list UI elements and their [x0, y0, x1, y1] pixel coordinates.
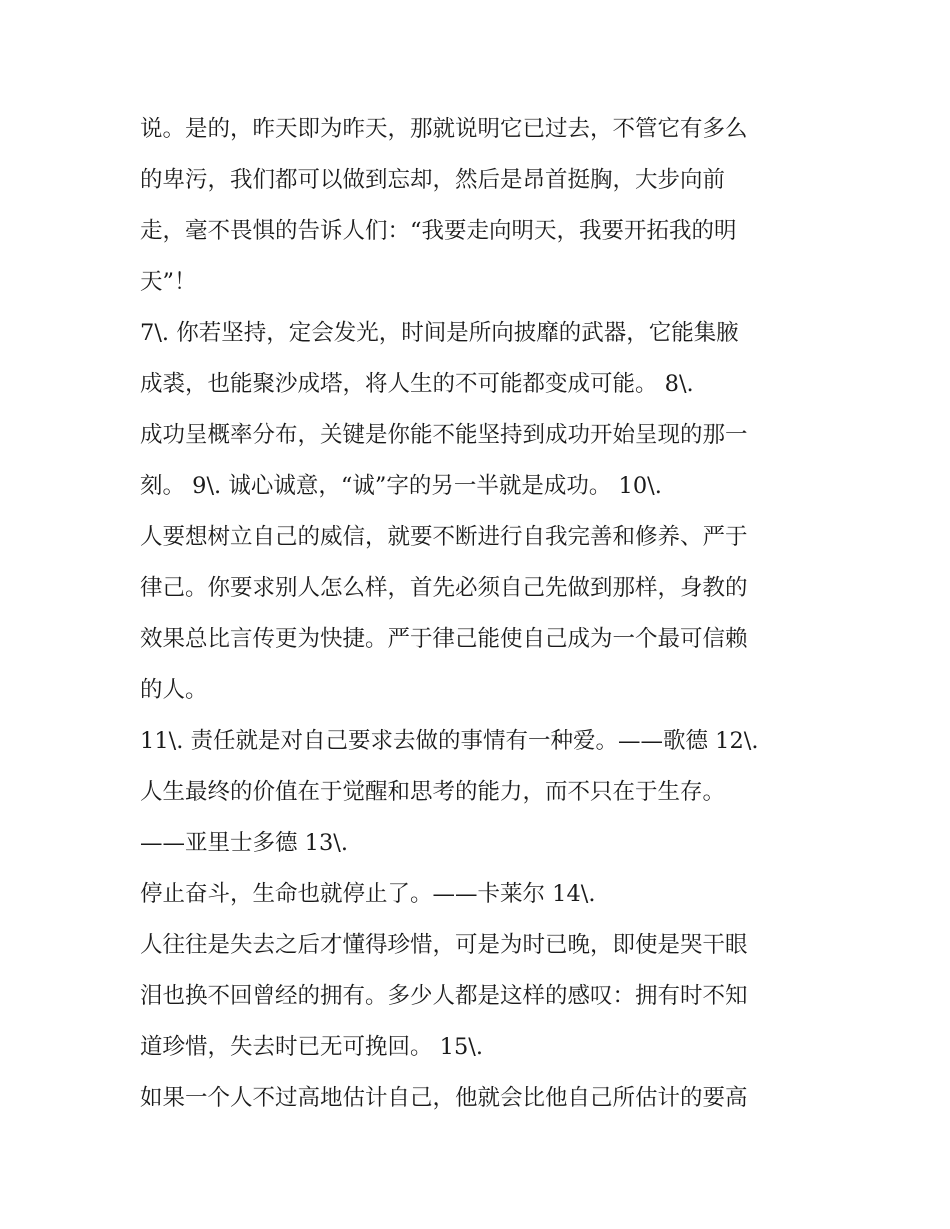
- text-line: 的卑污，我们都可以做到忘却，然后是昂首挺胸，大步向前: [140, 167, 726, 193]
- text-line: 律己。你要求别人怎么样，首先必须自己先做到那样，身教的: [140, 575, 748, 601]
- text-line: 走，毫不畏惧的告诉人们：“我要走向明天，我要开拓我的明: [140, 218, 737, 244]
- text-line: 人要想树立自己的威信，就要不断进行自我完善和修养、严于: [140, 524, 748, 550]
- text-line: 人生最终的价值在于觉醒和思考的能力，而不只在于生存。: [140, 779, 726, 805]
- text-line: 成功呈概率分布，关键是你能不能坚持到成功开始呈现的那一: [140, 422, 748, 448]
- text-line: 道珍惜，失去时已无可挽回。 15\.: [140, 1034, 484, 1060]
- text-line: 如果一个人不过高地估计自己，他就会比他自己所估计的要高: [140, 1085, 748, 1111]
- text-line: 泪也换不回曾经的拥有。多少人都是这样的感叹：拥有时不知: [140, 983, 748, 1009]
- text-line: 效果总比言传更为快捷。严于律己能使自己成为一个最可信赖: [140, 626, 748, 652]
- text-line: 7\. 你若坚持，定会发光，时间是所向披靡的武器，它能集腋: [140, 320, 739, 346]
- text-line: ——亚里士多德 13\.: [140, 830, 349, 856]
- text-line: 停止奋斗，生命也就停止了。——卡莱尔 14\.: [140, 881, 596, 907]
- text-line: 说。是的，昨天即为昨天，那就说明它已过去，不管它有多么: [140, 116, 748, 142]
- text-line: 刻。 9\. 诚心诚意，“诚”字的另一半就是成功。 10\.: [140, 473, 662, 499]
- body-text: [140, 104, 820, 1124]
- text-line: 人往往是失去之后才懂得珍惜，可是为时已晚，即使是哭干眼: [140, 932, 748, 958]
- text-line: 成裘，也能聚沙成塔，将人生的不可能都变成可能。 8\.: [140, 371, 694, 397]
- text-line: 天”！: [140, 269, 197, 295]
- text-line: 的人。: [140, 677, 208, 703]
- text-line: 11\. 责任就是对自己要求去做的事情有一种爱。——歌德 12\.: [140, 728, 759, 754]
